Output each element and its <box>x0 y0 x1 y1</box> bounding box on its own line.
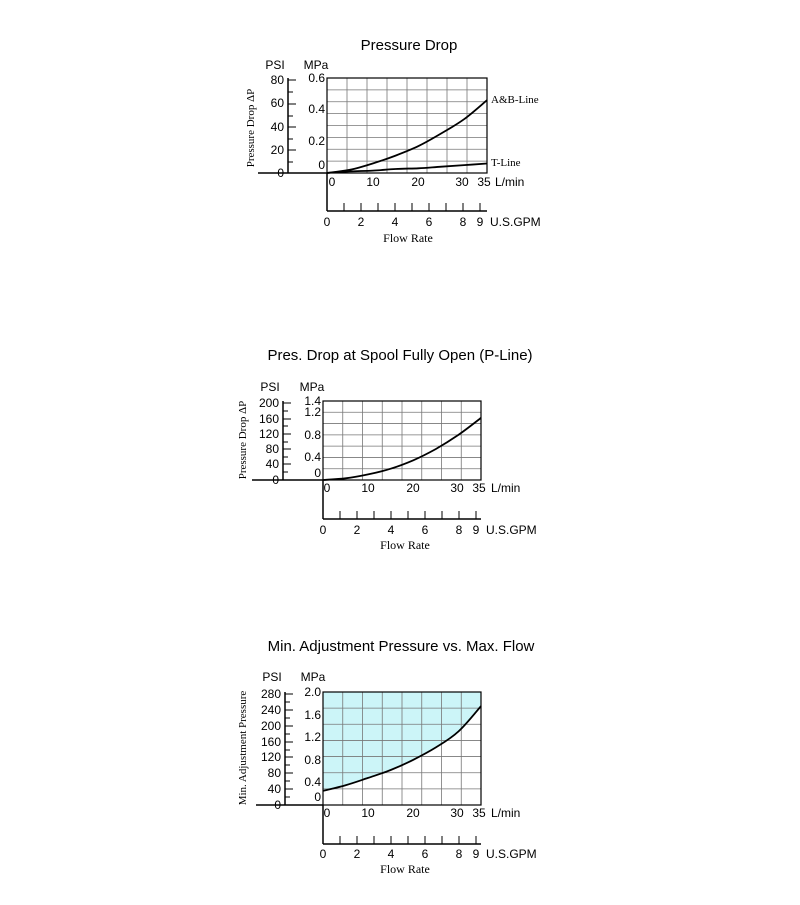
psi-tick-label: 60 <box>270 96 284 110</box>
x-tick-label: 30 <box>455 175 469 189</box>
chart-pressure-drop <box>245 37 541 245</box>
gpm-tick-label: 0 <box>319 523 327 537</box>
mpa-ticks <box>304 394 321 480</box>
mpa-tick-label: 1.4 <box>304 394 321 408</box>
chart-title: Pressure Drop <box>360 37 458 54</box>
series-label-t-line: T-Line <box>491 157 521 169</box>
mpa-tick-label: 0.2 <box>308 134 325 148</box>
mpa-tick-label: 1.6 <box>304 708 321 722</box>
psi-tick-label: 120 <box>258 427 279 441</box>
psi-tick-label: 160 <box>260 735 281 749</box>
grid <box>323 401 481 480</box>
mpa-tick-label: 2.0 <box>304 685 321 699</box>
psi-tick-label: 20 <box>270 143 284 157</box>
lpm-unit-label: L/min <box>491 806 521 820</box>
gpm-tick-label: 4 <box>387 847 395 861</box>
x-ticks <box>324 481 521 495</box>
gpm-tick-label: 2 <box>353 847 361 861</box>
gpm-tick-label: 9 <box>472 847 480 861</box>
gpm-tick-label: 6 <box>421 847 429 861</box>
psi-tick-label: 80 <box>267 766 281 780</box>
chart-title: Pres. Drop at Spool Fully Open (P-Line) <box>267 347 533 364</box>
mpa-tick-label: 0 <box>314 790 321 804</box>
psi-ticks <box>271 73 296 180</box>
psi-tick-label: 200 <box>258 396 279 410</box>
gpm-unit-label: U.S.GPM <box>486 523 537 537</box>
psi-unit-label: PSI <box>262 670 282 684</box>
mpa-tick-label: 0.4 <box>304 775 321 789</box>
gpm-tick-label: 6 <box>425 215 433 229</box>
x-ticks <box>329 175 525 189</box>
psi-ticks <box>261 687 293 812</box>
gpm-tick-label: 6 <box>421 523 429 537</box>
mpa-ticks <box>308 71 325 172</box>
lpm-unit-label: L/min <box>491 481 521 495</box>
x-tick-label: 10 <box>361 806 375 820</box>
psi-unit-label: PSI <box>260 380 280 394</box>
gpm-tick-label: 8 <box>459 215 467 229</box>
psi-tick-label: 80 <box>270 73 284 87</box>
y-axis-label: Pressure Drop ΔP <box>237 400 249 480</box>
gpm-ticks <box>320 511 537 537</box>
gpm-tick-label: 4 <box>387 523 395 537</box>
x-tick-label: 0 <box>323 806 331 820</box>
x-tick-label: 10 <box>366 175 380 189</box>
mpa-unit-label: MPa <box>300 670 326 684</box>
psi-unit-label: PSI <box>265 58 285 72</box>
mpa-tick-label: 1.2 <box>304 730 321 744</box>
gpm-ticks <box>320 836 537 861</box>
x-tick-label: 35 <box>472 806 486 820</box>
mpa-tick-label: 0.8 <box>304 428 321 442</box>
chart-p-line-pressure-drop <box>237 347 537 552</box>
mpa-ticks <box>304 685 321 804</box>
psi-tick-label: 40 <box>267 782 281 796</box>
psi-ticks <box>259 396 291 487</box>
x-tick-label: 35 <box>472 481 486 495</box>
lpm-unit-label: L/min <box>495 175 525 189</box>
psi-tick-label: 160 <box>258 412 279 426</box>
x-tick-label: 20 <box>406 806 420 820</box>
gpm-tick-label: 0 <box>319 847 327 861</box>
gpm-tick-label: 9 <box>472 523 480 537</box>
x-axis-label: Flow Rate <box>380 862 430 876</box>
gpm-tick-label: 8 <box>455 847 463 861</box>
mpa-tick-label: 0.4 <box>308 102 325 116</box>
gpm-ticks <box>324 203 541 229</box>
x-axis-label: Flow Rate <box>383 231 433 245</box>
psi-tick-label: 0 <box>277 166 284 180</box>
grid <box>327 78 487 173</box>
x-tick-label: 10 <box>361 481 375 495</box>
gpm-unit-label: U.S.GPM <box>490 215 541 229</box>
chart-title: Min. Adjustment Pressure vs. Max. Flow <box>267 638 535 655</box>
gpm-tick-label: 4 <box>391 215 399 229</box>
gpm-tick-label: 2 <box>353 523 361 537</box>
gpm-tick-label: 2 <box>357 215 365 229</box>
mpa-tick-label: 0.4 <box>304 450 321 464</box>
x-tick-label: 30 <box>450 481 464 495</box>
psi-tick-label: 40 <box>265 457 279 471</box>
psi-tick-label: 280 <box>260 687 281 701</box>
gpm-tick-label: 9 <box>476 215 484 229</box>
x-tick-label: 20 <box>411 175 425 189</box>
x-tick-label: 35 <box>477 175 491 189</box>
psi-tick-label: 200 <box>260 719 281 733</box>
y-axis-label: Pressure Drop ΔP <box>245 88 257 168</box>
mpa-unit-label: MPa <box>303 58 329 72</box>
x-tick-label: 20 <box>406 481 420 495</box>
gpm-unit-label: U.S.GPM <box>486 847 537 861</box>
psi-tick-label: 120 <box>260 750 281 764</box>
chart-min-adjustment-pressure <box>237 638 537 876</box>
mpa-tick-label: 1.2 <box>304 405 321 419</box>
x-axis-label: Flow Rate <box>380 538 430 552</box>
mpa-unit-label: MPa <box>299 380 325 394</box>
mpa-tick-label: 0 <box>318 158 325 172</box>
mpa-tick-label: 0 <box>314 466 321 480</box>
x-tick-label: 0 <box>328 175 336 189</box>
psi-tick-label: 40 <box>270 120 284 134</box>
x-tick-label: 0 <box>323 481 331 495</box>
y-axis-label: Min. Adjustment Pressure <box>237 690 249 806</box>
psi-tick-label: 80 <box>265 442 279 456</box>
gpm-tick-label: 0 <box>323 215 331 229</box>
psi-tick-label: 240 <box>260 703 281 717</box>
psi-tick-label: 0 <box>274 798 281 812</box>
mpa-tick-label: 0.8 <box>304 753 321 767</box>
psi-tick-label: 0 <box>272 473 279 487</box>
series-label-ab-line: A&B-Line <box>491 94 539 106</box>
x-ticks <box>324 806 521 820</box>
mpa-tick-label: 0.6 <box>308 71 325 85</box>
gpm-tick-label: 8 <box>455 523 463 537</box>
x-tick-label: 30 <box>450 806 464 820</box>
